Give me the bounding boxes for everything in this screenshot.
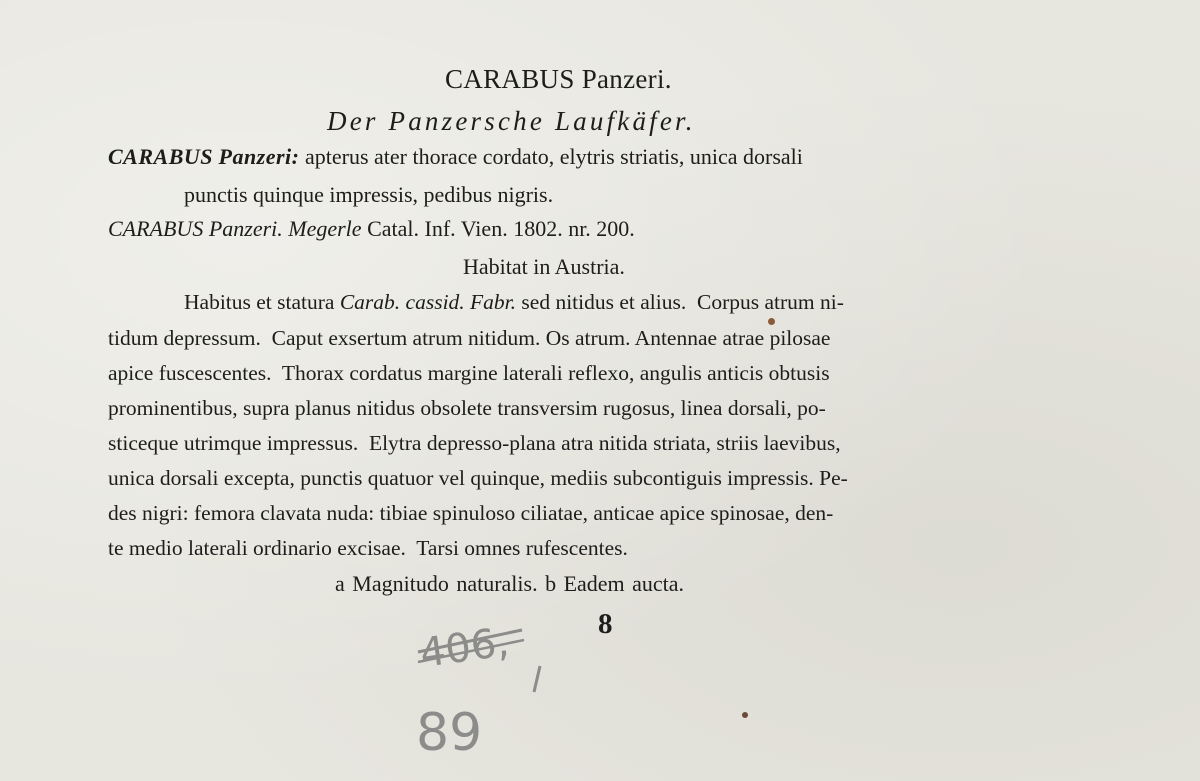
description-line-3 — [108, 363, 1054, 385]
citation-line — [108, 218, 635, 240]
diagnosis-text: apterus ater thorace cordato, elytris striatis, unica dorsali — [299, 144, 803, 169]
citation-reference: Catal. Inf. Vien. 1802. nr. 200. — [361, 216, 635, 241]
german-common-name: Der Panzersche Laufkäfer. — [327, 106, 696, 136]
description-line-7 — [108, 503, 1054, 525]
diagnosis-line-1 — [108, 146, 1052, 168]
diagnosis-species: Panzeri: — [218, 144, 300, 169]
description-line-1 — [184, 292, 844, 314]
description-line-4 — [108, 398, 1054, 420]
citation-author: Megerle — [288, 216, 362, 241]
page-title: CARABUS Panzeri. — [445, 64, 672, 94]
ink-speck — [742, 712, 748, 718]
description-line-8 — [108, 538, 1054, 560]
description-text: prominentibus, supra planus nitidus obsolete transversim rugosus, linea dorsali, po- — [108, 396, 826, 420]
diagnosis-genus: CARABUS — [108, 144, 213, 169]
description-text: des nigri: femora clavata nuda: tibiae spinuloso ciliatae, anticae apice spinosae, den- — [108, 501, 834, 525]
description-text: sticeque utrimque impressus. Elytra depresso-plana atra nitida striata, striis laevibus, — [108, 431, 841, 455]
description-line-5 — [108, 433, 1054, 455]
description-text: sed nitidus et alius. Corpus atrum ni- — [516, 290, 844, 314]
pencil-note-crossed: 406, — [417, 619, 512, 678]
description-line-6 — [108, 468, 1054, 490]
pencil-annotation — [412, 608, 562, 778]
diagnosis-line-2: punctis quinque impressis, pedibus nigris. — [184, 182, 554, 207]
pencil-stroke — [534, 666, 540, 692]
description-text: tidum depressum. Caput exsertum atrum nitidum. Os atrum. Antennae atrae pilosae — [108, 326, 831, 350]
figure-caption: a Magnitudo naturalis. b Eadem aucta. — [335, 571, 685, 596]
citation-name: CARABUS Panzeri. — [108, 216, 283, 241]
description-text: te medio laterali ordinario excisae. Tarsi omnes rufescentes. — [108, 536, 628, 560]
pencil-note-number: 89 — [416, 703, 483, 763]
habitat-line: Habitat in Austria. — [463, 254, 625, 279]
description-reference: Carab. cassid. Fabr. — [339, 290, 517, 314]
description-text: apice fuscescentes. Thorax cordatus margine laterali reflexo, angulis anticis obtusis — [108, 361, 830, 385]
ink-speck — [768, 318, 775, 325]
description-text: unica dorsali excepta, punctis quatuor vel quinque, mediis subcontiguis impressis. Pe- — [108, 466, 848, 490]
description-line-2 — [108, 328, 1054, 350]
page-number: 8 — [598, 608, 613, 640]
description-text: Habitus et statura — [184, 290, 340, 314]
